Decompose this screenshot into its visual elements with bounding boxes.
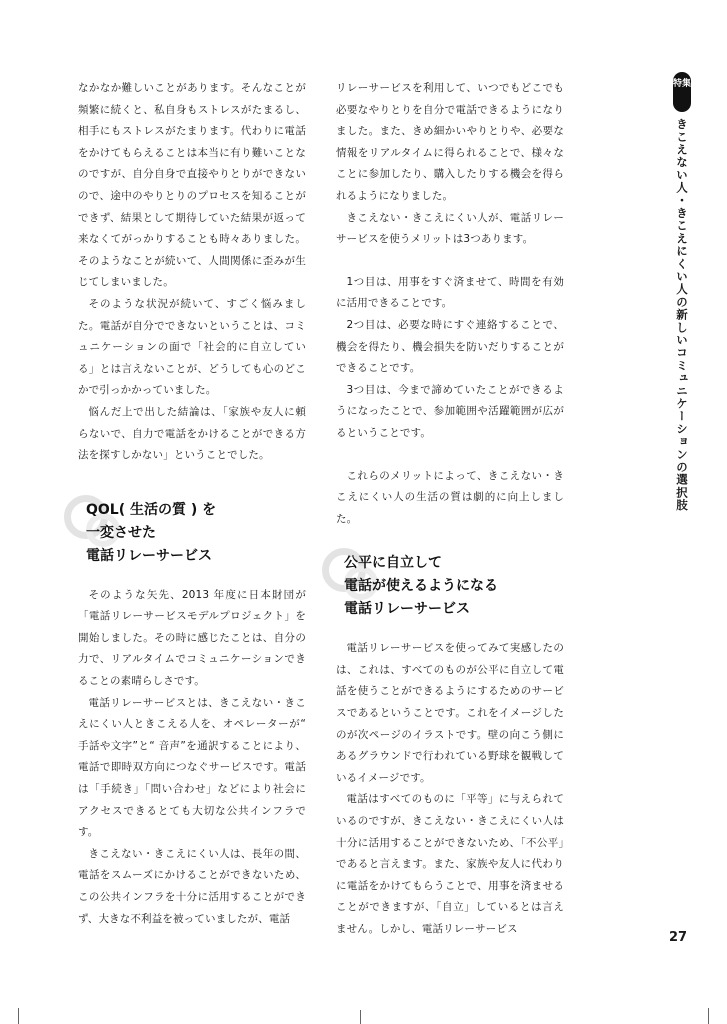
paragraph: きこえない・きこえにくい人が、電話リレーサービスを使うメリットは3つあります。	[336, 211, 564, 246]
paragraph: これらのメリットによって、きこえない・きこえにくい人の生活の質は劇的に向上しました。	[336, 469, 564, 525]
section-side-tab	[671, 72, 693, 512]
paragraph: 3つ目は、今まで諦めていたことができるようになったことで、参加範囲や活躍範囲が広がるということです。	[336, 383, 564, 439]
crop-mark	[360, 1010, 361, 1024]
paragraph: 2つ目は、必要な時にすぐ連絡することで、機会を得たり、機会損失を防いだりすることができることです。	[336, 318, 564, 375]
section-heading	[336, 542, 564, 638]
right-column	[336, 78, 564, 941]
paragraph: なかなか難しいことがあります。そんなことが頻繁に続くと、私自身もストレスがたまるし、相手にもストレスがたまります。代わりに電話をかけてもらえることは本当に有り難いことなのですが、自分自身で直接やりとりができないので、途中のやりとりのプロセスを知ることができず、結果として期待していた結果が返って来なくてがっかりすることも時々ありました。そのようなことが続いて、人間関係に歪みが生じてしまいました。	[78, 82, 306, 289]
heading-line: 電話リレーサービス	[86, 547, 212, 564]
section-heading	[78, 489, 306, 585]
crop-mark	[708, 1008, 709, 1024]
heading-line: 電話が使えるようになる	[344, 578, 498, 595]
crop-mark	[18, 1008, 19, 1024]
feature-badge: 特集	[673, 72, 691, 112]
paragraph: リレーサービスを利用して、いつでもどこでも必要なやりとりを自分で電話できるようになりました。また、きめ細かいやりとりや、必要な情報をリアルタイムに得られることで、様々なことに参加したり、購入したりする機会を得られるようになりました。	[336, 82, 564, 202]
heading-line: QOL( 生活の質 ) を	[86, 501, 217, 518]
heading-line: 電話リレーサービス	[344, 601, 470, 618]
heading-line: 公平に自立して	[344, 555, 442, 572]
paragraph: 電話はすべてのものに「平等」に与えられているのですが、きこえない・きこえにくい人は十分に活用することができないため、「不公平」であると言えます。また、家族や友人に代わりに電話をかけてもらうことで、用事を済ませることができますが、「自立」しているとは言えません。しかし、電話リレーサービス	[336, 793, 564, 935]
paragraph: きこえない・きこえにくい人は、長年の間、電話をスムーズにかけることができないため、この公共インフラを十分に活用することができず、大きな不利益を被っていましたが、電話	[78, 847, 306, 925]
left-column	[78, 78, 306, 930]
paragraph: 電話リレーサービスを使ってみて実感したのは、これは、すべてのものが公平に自立して電話を使うことができるようにするためのサービスであるということです。これをイメージしたのが次ページのイラストです。壁の向こう側にあるグラウンドで行われている野球を観戦しているイメージです。	[336, 642, 564, 784]
page-number: 27	[669, 930, 688, 945]
paragraph: そのような状況が続いて、すごく悩みました。電話が自分でできないということは、コミュニケーションの面で「社会的に自立している」とは言えないことが、どうしても心のどこかで引っかかっていました。	[78, 297, 306, 397]
paragraph: 電話リレーサービスとは、きこえない・きこえにくい人ときこえる人を、オペレーターが“ 手話や文字”と“ 音声”を通訳することにより、電話で即時双方向につなぐサービスです。電話は「手続き」「問い合わせ」などにより社会にアクセスできるとても大切な公共インフラです。	[78, 696, 306, 839]
paragraph: 悩んだ上で出した結論は、「家族や友人に頼らないで、自力で電話をかけることができる方法を探すしかない」ということでした。	[78, 405, 306, 462]
paragraph: 1つ目は、用事をすぐ済ませて、時間を有効に活用できることです。	[336, 275, 564, 310]
heading-line: 一変させた	[86, 524, 156, 541]
paragraph: そのような矢先、2013 年度に日本財団が「電話リレーサービスモデルプロジェクト」を開始しました。その時に感じたことは、自分の力で、リアルタイムでコミュニケーションできることの素晴らしさです。	[78, 588, 306, 688]
feature-title: きこえない人・きこえにくい人の新しいコミュニケーションの選択肢	[675, 118, 689, 512]
